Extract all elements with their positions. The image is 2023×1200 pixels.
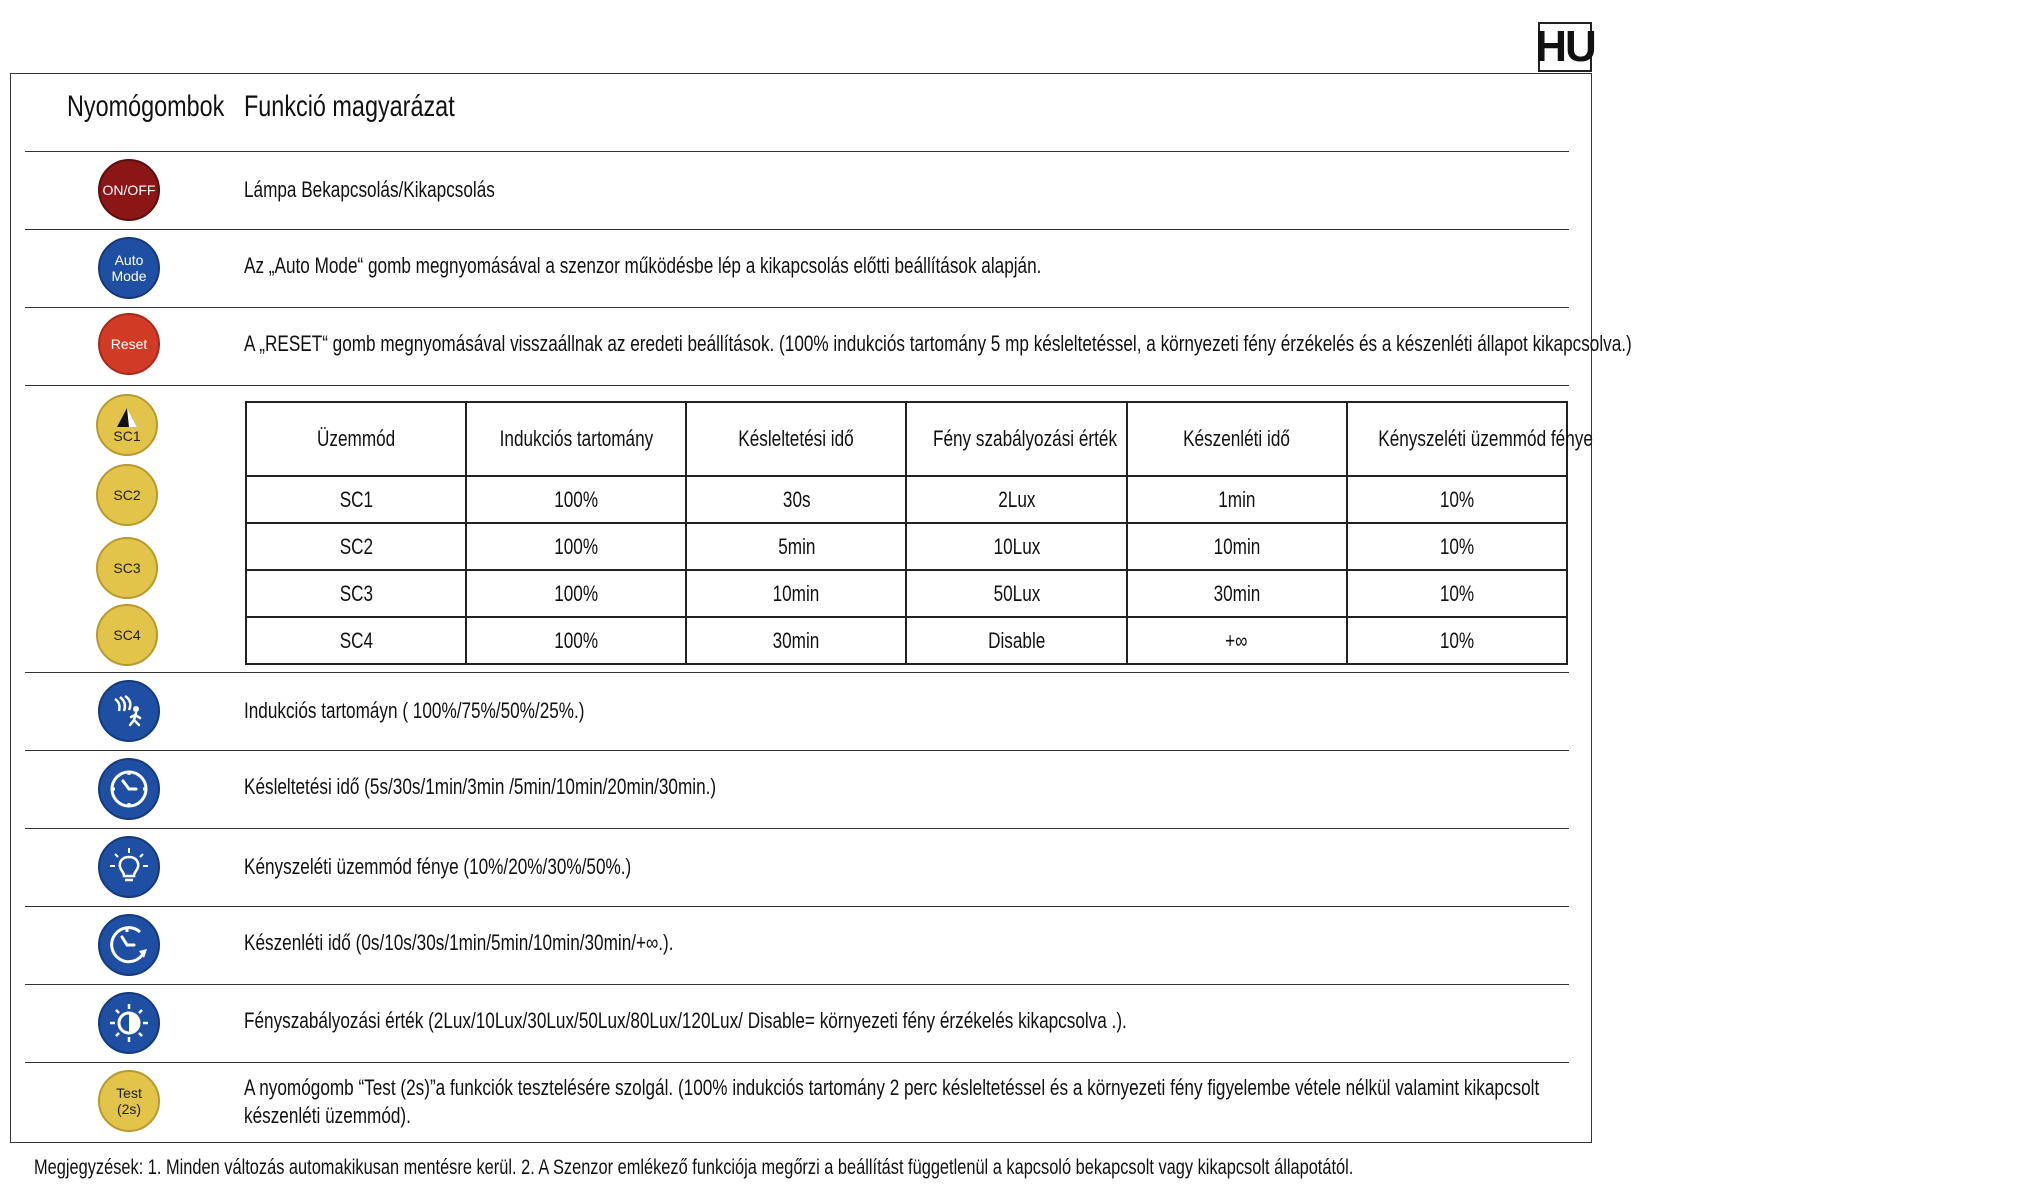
standby-time-button[interactable] xyxy=(98,914,160,976)
table-cell: SC3 xyxy=(246,570,466,617)
standby-timer-icon xyxy=(106,922,152,968)
table-header: Kényszeléti üzemmód fénye xyxy=(1347,402,1567,476)
on-off-description: Lámpa Bekapcsolás/Kikapcsolás xyxy=(244,177,495,202)
standby-time-description: Készenléti idő (0s/10s/30s/1min/5min/10min/30min/+∞.). xyxy=(244,930,674,955)
table-row xyxy=(246,476,1567,523)
table-cell: 1min xyxy=(1127,476,1347,523)
table-cell: 5min xyxy=(686,523,906,570)
table-header: Üzemmód xyxy=(246,402,466,476)
table-cell: +∞ xyxy=(1127,617,1347,664)
table-cell: 10min xyxy=(1127,523,1347,570)
induction-range-button[interactable] xyxy=(98,680,160,742)
test-description-line1: A nyomógomb “Test (2s)”a funkciók tesztelésére szolgál. (100% indukciós tartomány 2 perc késleltetéssel és a környezeti fény figyelembe vétele nélkül valamint kikapcsolt xyxy=(244,1075,1540,1100)
standby-light-description: Kényszeléti üzemmód fénye (10%/20%/30%/50%.) xyxy=(244,854,632,879)
table-cell: 100% xyxy=(466,617,686,664)
test-button[interactable] xyxy=(98,1070,160,1132)
delay-time-description: Késleltetési idő (5s/30s/1min/3min /5min/10min/20min/30min.) xyxy=(244,774,717,799)
table-row xyxy=(246,570,1567,617)
standby-light-button[interactable] xyxy=(98,836,160,898)
table-row xyxy=(246,617,1567,664)
test-button-label-line2: (2s) xyxy=(116,1101,142,1117)
on-off-button[interactable] xyxy=(98,159,160,221)
light-control-description: Fényszabályozási érték (2Lux/10Lux/30Lux/50Lux/80Lux/120Lux/ Disable= környezeti fény érzékelés kikapcsolva .). xyxy=(244,1008,1127,1033)
table-header: Késleltetési idő xyxy=(686,402,906,476)
divider xyxy=(25,229,1569,230)
table-cell: 100% xyxy=(466,570,686,617)
delay-time-button[interactable] xyxy=(98,758,160,820)
table-cell: 10% xyxy=(1347,617,1567,664)
table-cell: 10min xyxy=(686,570,906,617)
timer-icon xyxy=(107,767,151,811)
table-cell: 2Lux xyxy=(906,476,1126,523)
induction-range-description: Indukciós tartomáyn ( 100%/75%/50%/25%.) xyxy=(244,698,585,723)
table-header-row xyxy=(246,402,1567,476)
column-header-function: Funkció magyarázat xyxy=(244,90,455,123)
reset-button[interactable] xyxy=(98,313,160,375)
sc4-button[interactable] xyxy=(96,604,158,666)
sc2-button[interactable] xyxy=(96,464,158,526)
table-cell: 30min xyxy=(1127,570,1347,617)
divider xyxy=(25,307,1569,308)
table-cell: 30s xyxy=(686,476,906,523)
table-cell: 10% xyxy=(1347,523,1567,570)
sc2-label: SC2 xyxy=(113,487,141,503)
reset-button-label: Reset xyxy=(110,336,148,352)
light-sensor-icon xyxy=(107,1001,151,1045)
divider xyxy=(25,984,1569,985)
table-cell: 100% xyxy=(466,476,686,523)
sc3-button[interactable] xyxy=(96,537,158,599)
table-cell: 50Lux xyxy=(906,570,1126,617)
table-header: Fény szabályozási érték xyxy=(906,402,1126,476)
divider xyxy=(25,1062,1569,1063)
table-cell: SC4 xyxy=(246,617,466,664)
test-description-line2: készenléti üzemmód). xyxy=(244,1103,411,1128)
lightbulb-icon xyxy=(107,845,151,889)
table-cell: 100% xyxy=(466,523,686,570)
divider xyxy=(25,385,1569,386)
table-cell: 30min xyxy=(686,617,906,664)
table-cell: 10% xyxy=(1347,476,1567,523)
divider xyxy=(25,151,1569,152)
triangle-icon xyxy=(113,406,141,428)
motion-icon xyxy=(109,691,149,731)
auto-mode-label-line2: Mode xyxy=(111,268,147,284)
auto-mode-label-line1: Auto xyxy=(114,252,144,268)
table-header: Készenléti idő xyxy=(1127,402,1347,476)
on-off-button-label: ON/OFF xyxy=(102,182,156,198)
reset-description: A „RESET“ gomb megnyomásával visszaállnak az eredeti beállítások. (100% indukciós tartomány 5 mp késleltetéssel, a környezeti fény érzékelés és a készenléti állapot kikapcsolva.) xyxy=(244,331,1632,356)
table-row xyxy=(246,523,1567,570)
column-header-buttons: Nyomógombok xyxy=(67,90,225,123)
light-control-button[interactable] xyxy=(98,992,160,1054)
footnote: Megjegyzések: 1. Minden változás automakikusan mentésre kerül. 2. A Szenzor emlékező funkciója megőrzi a beállítást függetlenül a kapcsoló bekapcsolt vagy kikapcsolt állapotától. xyxy=(34,1156,1354,1179)
divider xyxy=(25,828,1569,829)
sc1-button[interactable] xyxy=(96,394,158,456)
auto-mode-button[interactable] xyxy=(98,237,160,299)
table-cell: 10% xyxy=(1347,570,1567,617)
table-cell: 10Lux xyxy=(906,523,1126,570)
sc3-label: SC3 xyxy=(113,560,141,576)
table-cell: SC2 xyxy=(246,523,466,570)
test-description xyxy=(244,1074,1564,1130)
divider xyxy=(25,672,1569,673)
test-button-label-line1: Test xyxy=(116,1085,142,1101)
auto-mode-description: Az „Auto Mode“ gomb megnyomásával a szenzor működésbe lép a kikapcsolás előtti beállítások alapján. xyxy=(244,253,1042,278)
language-badge: HU xyxy=(1535,22,1595,71)
divider xyxy=(25,750,1569,751)
scene-mode-table xyxy=(245,401,1593,665)
table-cell: SC1 xyxy=(246,476,466,523)
table-cell: Disable xyxy=(906,617,1126,664)
sc1-label: SC1 xyxy=(113,428,141,444)
table-header: Indukciós tartomány xyxy=(466,402,686,476)
divider xyxy=(25,906,1569,907)
sc4-label: SC4 xyxy=(113,627,141,643)
